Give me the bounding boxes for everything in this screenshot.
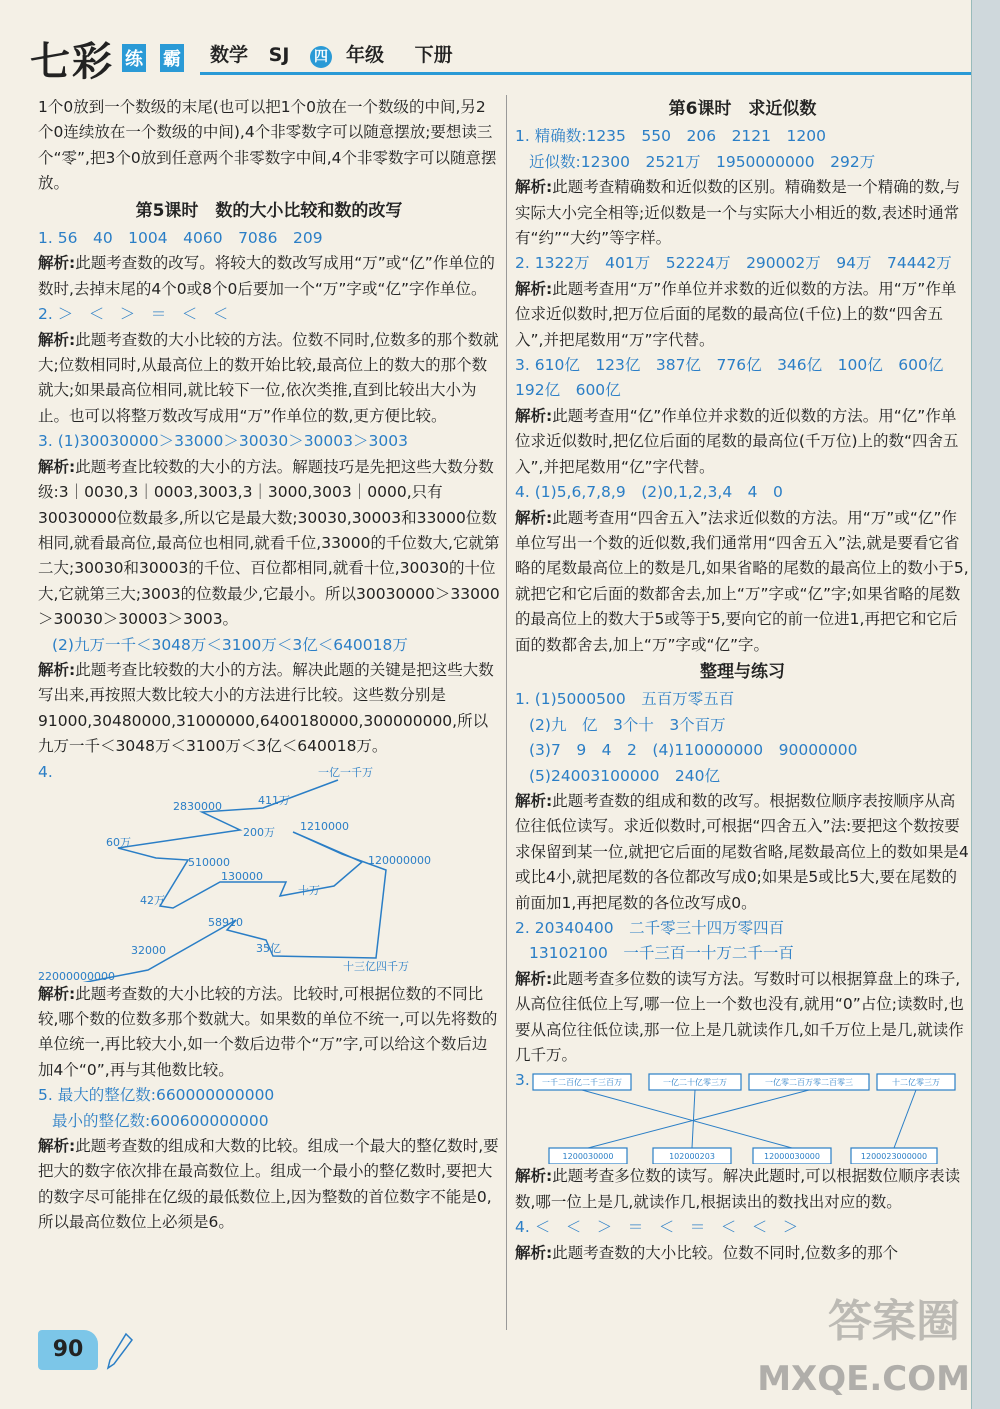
expl-label: 解析:	[515, 791, 553, 810]
r-q1-explanation: 此题考查精确数和近似数的区别。精确数是一个精确的数,与实际大小完全相等;近似数是一个与实际大小相近的数,表述时通常有“约”“大约”等字样。	[515, 178, 961, 248]
expl-label: 解析:	[38, 660, 76, 679]
rv-q2-answer-2: 13102100 一千三百一十万二千一百	[529, 944, 794, 963]
q4-explanation: 此题考查数的大小比较的方法。比较时,可根据位数的不同比较,哪个数的位数多那个数就大。如果数的单位不统一,可以先将数的单位统一,再比较大小,如一个数后边带个“万”字,可以给这个数后边加4个“0”,再与其他数比较。	[38, 984, 498, 1079]
r-q3-number: 3.	[515, 356, 530, 375]
rv-q3-number: 3.	[515, 1071, 530, 1090]
expl-label: 解析:	[38, 984, 76, 1003]
brand-logo: 七彩	[30, 38, 114, 85]
r-q3-answer: 610亿 123亿 387亿 776亿 346亿 100亿 600亿 192亿 600亿	[515, 356, 959, 400]
expl-label: 解析:	[515, 406, 553, 425]
r-q4-number: 4.	[515, 483, 530, 502]
dot-label: 十三亿四千万	[343, 959, 409, 973]
expl-label: 解析:	[38, 1137, 76, 1155]
rv-q4-explanation: 此题考查数的大小比较。位数不同时,位数多的那个	[552, 1243, 899, 1262]
q2-explanation: 此题考查数的大小比较的方法。位数不同时,位数多的那个数就大;位数相同时,从最高位上的数开始比较,最高位上的数大的那个数就大;如果最高位相同,就比较下一位,依次类推,直到比较出大小为止。也可以将整万数改写成用“万”作单位的数,更方便比较。	[38, 330, 499, 425]
header-rule	[200, 72, 980, 75]
expl-label: 解析:	[515, 508, 553, 527]
rv-q2-explanation: 此题考查多位数的读写方法。写数时可以根据算盘上的珠子,从高位往低位上写,哪一位上一个数也没有,就用“0”占位;读数时,也要从高位往低位读,那一位上是几就读作几,如千万位上是几,就读作几千万。	[515, 969, 964, 1065]
subject: 数学	[210, 44, 249, 66]
brand-tag-1: 练	[122, 44, 146, 72]
q4-number: 4.	[38, 762, 53, 781]
q2-number: 2.	[38, 305, 53, 324]
q2-answer: ＞ ＜ ＞ ＝ ＜ ＜	[57, 305, 229, 324]
right-column	[515, 95, 970, 1266]
dot-label: 35亿	[256, 941, 281, 955]
dot-label: 58910	[208, 915, 243, 929]
q5-answer-1: 最大的整亿数:660000000000	[57, 1086, 275, 1105]
dot-label: 1210000	[300, 819, 349, 833]
q5-explanation: 此题考查数的组成和大数的比较。组成一个最大的整亿数时,要把大的数字依次排在最高数位上。组成一个最小的整亿数时,要把大的数字尽可能排在亿级的最低数位上,因为整数的首位数字不能是0,所以最高位数位上必须是6。	[38, 1137, 499, 1232]
expl-label: 解析:	[38, 330, 76, 349]
connect-dots-figure	[38, 760, 498, 982]
top-label: 一亿二十亿零三万	[663, 1078, 727, 1088]
top-label: 十二亿零三万	[892, 1078, 940, 1088]
top-label: 一千二百亿二千三百万	[542, 1078, 622, 1088]
bottom-label: 1200030000	[562, 1152, 614, 1162]
q1-number: 1.	[38, 229, 53, 248]
watermark-brand: 答案圈	[828, 1296, 960, 1347]
grade-badge: 四	[310, 46, 332, 68]
q3-explanation-1: 此题考查比较数的大小的方法。解题技巧是先把这些大数分数级:3｜0030,3｜0003,3003,3｜3000,3003｜0000,只有30030000位数最多,所以它是最大数;30030,30003和33000位数相同,就看最高位,最高位也相同,就看千位,33000的千位数大,它就第二大;30030和30003的千位、百位都相同,就看十位,30030的十位大,它就第三大;3003的位数最少,它最小。所以30030000＞33000＞30030＞30003＞3003。	[38, 457, 500, 629]
matching-figure	[515, 1068, 970, 1164]
dot-label: 十万	[298, 883, 320, 897]
rv-q4-answer: ＜ ＜ ＞ ＝ ＜ ＝ ＜ ＜ ＞	[534, 1218, 799, 1237]
expl-label: 解析:	[515, 969, 553, 988]
rv-q2-number: 2.	[515, 919, 530, 937]
edition: SJ	[268, 44, 290, 66]
dot-label: 130000	[221, 869, 263, 883]
q3-answer-1: (1)30030000＞33000＞30030＞30003＞3003	[57, 432, 408, 451]
r-q4-answer: (1)5,6,7,8,9 (2)0,1,2,3,4 4 0	[534, 483, 783, 502]
bottom-label: 102000203	[669, 1152, 715, 1162]
section-title-5: 第5课时 数的大小比较和数的改写	[135, 200, 403, 221]
rv-q3-explanation: 此题考查多位数的读写。解决此题时,可以根据数位顺序表读数,哪一位上是几,就读作几,根据读出的数找出对应的数。	[515, 1167, 961, 1211]
section-title-6: 第6课时 求近似数	[668, 99, 817, 119]
dot-label: 2830000	[173, 799, 222, 813]
match-lines	[582, 1090, 916, 1148]
page-edge	[971, 0, 1000, 1409]
dot-label: 200万	[243, 825, 275, 839]
intro-text: 1个0放到一个数级的末尾(也可以把1个0放在一个数级的中间,另2个0连续放在一个数级的中间),4个非零数字可以随意摆放;要想读三个“零”,把3个0放到任意两个非零数字中间,4个非零数字可以随意摆放。	[38, 98, 497, 193]
r-q2-answer: 1322万 401万 52224万 290002万 94万 74442万	[534, 254, 952, 273]
left-column	[38, 95, 500, 1236]
r-q1-answer-1: 精确数:1235 550 206 2121 1200	[534, 127, 826, 146]
bottom-label: 12000030000	[764, 1152, 820, 1162]
expl-label: 解析:	[515, 1243, 553, 1262]
q3-explanation-2: 此题考查比较数的大小的方法。解决此题的关键是把这些大数写出来,再按照大数比较大小的方法进行比较。这些数分别是91000,30480000,31000000,6400180000,300000000,所以九万一千＜3048万＜3100万＜3亿＜640018万。	[38, 660, 494, 756]
q3-answer-2: (2)九万一千＜3048万＜3100万＜3亿＜640018万	[52, 635, 408, 654]
section-title-review: 整理与练习	[700, 661, 785, 682]
dot-label: 22000000000	[38, 969, 115, 982]
watermark-site: MXQE.COM	[757, 1359, 970, 1399]
r-q2-number: 2.	[515, 254, 530, 273]
rv-q1-explanation: 此题考查数的组成和数的改写。根据数位顺序表按顺序从高位往低位读写。求近似数时,可根据“四舍五入”法:要把这个数按要求保留到某一位,就把它后面的尾数省略,尾数最高位上的数如果是4或比4小,就把尾数的各位都改写成0;如果是5或比5大,要在尾数的前面加1,再把尾数的各位改写成0。	[515, 791, 969, 912]
rv-q1-answer-3: (3)7 9 4 2 (4)110000000 90000000	[529, 741, 858, 760]
bottom-label: 1200023000000	[860, 1152, 928, 1162]
dot-label: 120000000	[368, 853, 431, 867]
q1-explanation: 此题考查数的改写。将较大的数改写成用“万”或“亿”作单位的数时,去掉末尾的4个0或8个0后要加一个“万”字或“亿”字作单位。	[38, 254, 495, 298]
q5-number: 5.	[38, 1086, 53, 1105]
rv-q1-answer-2: (2)九 亿 3个十 3个百万	[529, 715, 726, 734]
expl-label: 解析:	[515, 1167, 553, 1186]
grade: 年级	[346, 44, 385, 66]
rv-q2-answer-1: 20340400 二千零三十四万零四百	[534, 919, 785, 937]
rv-q1-number: 1.	[515, 690, 530, 709]
volume: 下册	[414, 44, 453, 66]
r-q1-answer-2: 近似数:12300 2521万 1950000000 292万	[529, 152, 876, 171]
q5-answer-2: 最小的整亿数:600600000000	[52, 1111, 269, 1130]
r-q2-explanation: 此题考查用“万”作单位并求数的近似数的方法。用“万”作单位求近似数时,把万位后面的尾数的最高位(千位)上的数“四舍五入”,并把尾数用“万”字代替。	[515, 279, 957, 349]
dot-label: 一亿一千万	[318, 765, 373, 779]
page-number: 90	[38, 1330, 98, 1370]
book-info	[210, 40, 467, 68]
r-q1-number: 1.	[515, 127, 530, 146]
top-label: 一亿零二百万零二百零三	[765, 1078, 853, 1088]
dot-label: 60万	[106, 835, 131, 849]
brand-tag-2: 霸	[160, 44, 184, 72]
dot-label: 411万	[258, 793, 290, 807]
expl-label: 解析:	[38, 457, 76, 476]
q4-diagram	[38, 760, 500, 982]
rv-q3-diagram	[515, 1068, 970, 1164]
dot-label: 42万	[140, 893, 165, 907]
r-q4-explanation: 此题考查用“四舍五入”法求近似数的方法。用“万”或“亿”作单位写出一个数的近似数,我们通常用“四舍五入”法,就是要看它省略的尾数最高位上的数是几,如果省略的尾数的最高位上的数小于5,就把它和它后面的数都舍去,加上“万”字或“亿”字;如果省略的尾数的最高位上的数大于5或等于5,要向它的前一位进1,再把它和它后面的数都舍去,加上“万”字或“亿”字。	[515, 508, 969, 654]
column-divider	[506, 95, 507, 1330]
rv-q4-number: 4.	[515, 1218, 530, 1237]
dot-label: 32000	[131, 943, 166, 957]
q1-answer: 56 40 1004 4060 7086 209	[57, 229, 323, 248]
rv-q1-answer-1: (1)5000500 五百万零五百	[534, 690, 735, 709]
pencil-icon	[104, 1332, 134, 1372]
page-header	[0, 0, 1000, 90]
page-footer	[38, 1330, 128, 1409]
r-q3-explanation: 此题考查用“亿”作单位并求数的近似数的方法。用“亿”作单位求近似数时,把亿位后面的尾数的最高位(千万位)上的数“四舍五入”,并把尾数用“亿”字代替。	[515, 406, 959, 476]
expl-label: 解析:	[515, 279, 553, 298]
expl-label: 解析:	[38, 254, 76, 273]
q3-number: 3.	[38, 432, 53, 451]
rv-q1-answer-4: (5)24003100000 240亿	[529, 766, 721, 785]
dot-label: 510000	[188, 855, 230, 869]
expl-label: 解析:	[515, 178, 553, 197]
